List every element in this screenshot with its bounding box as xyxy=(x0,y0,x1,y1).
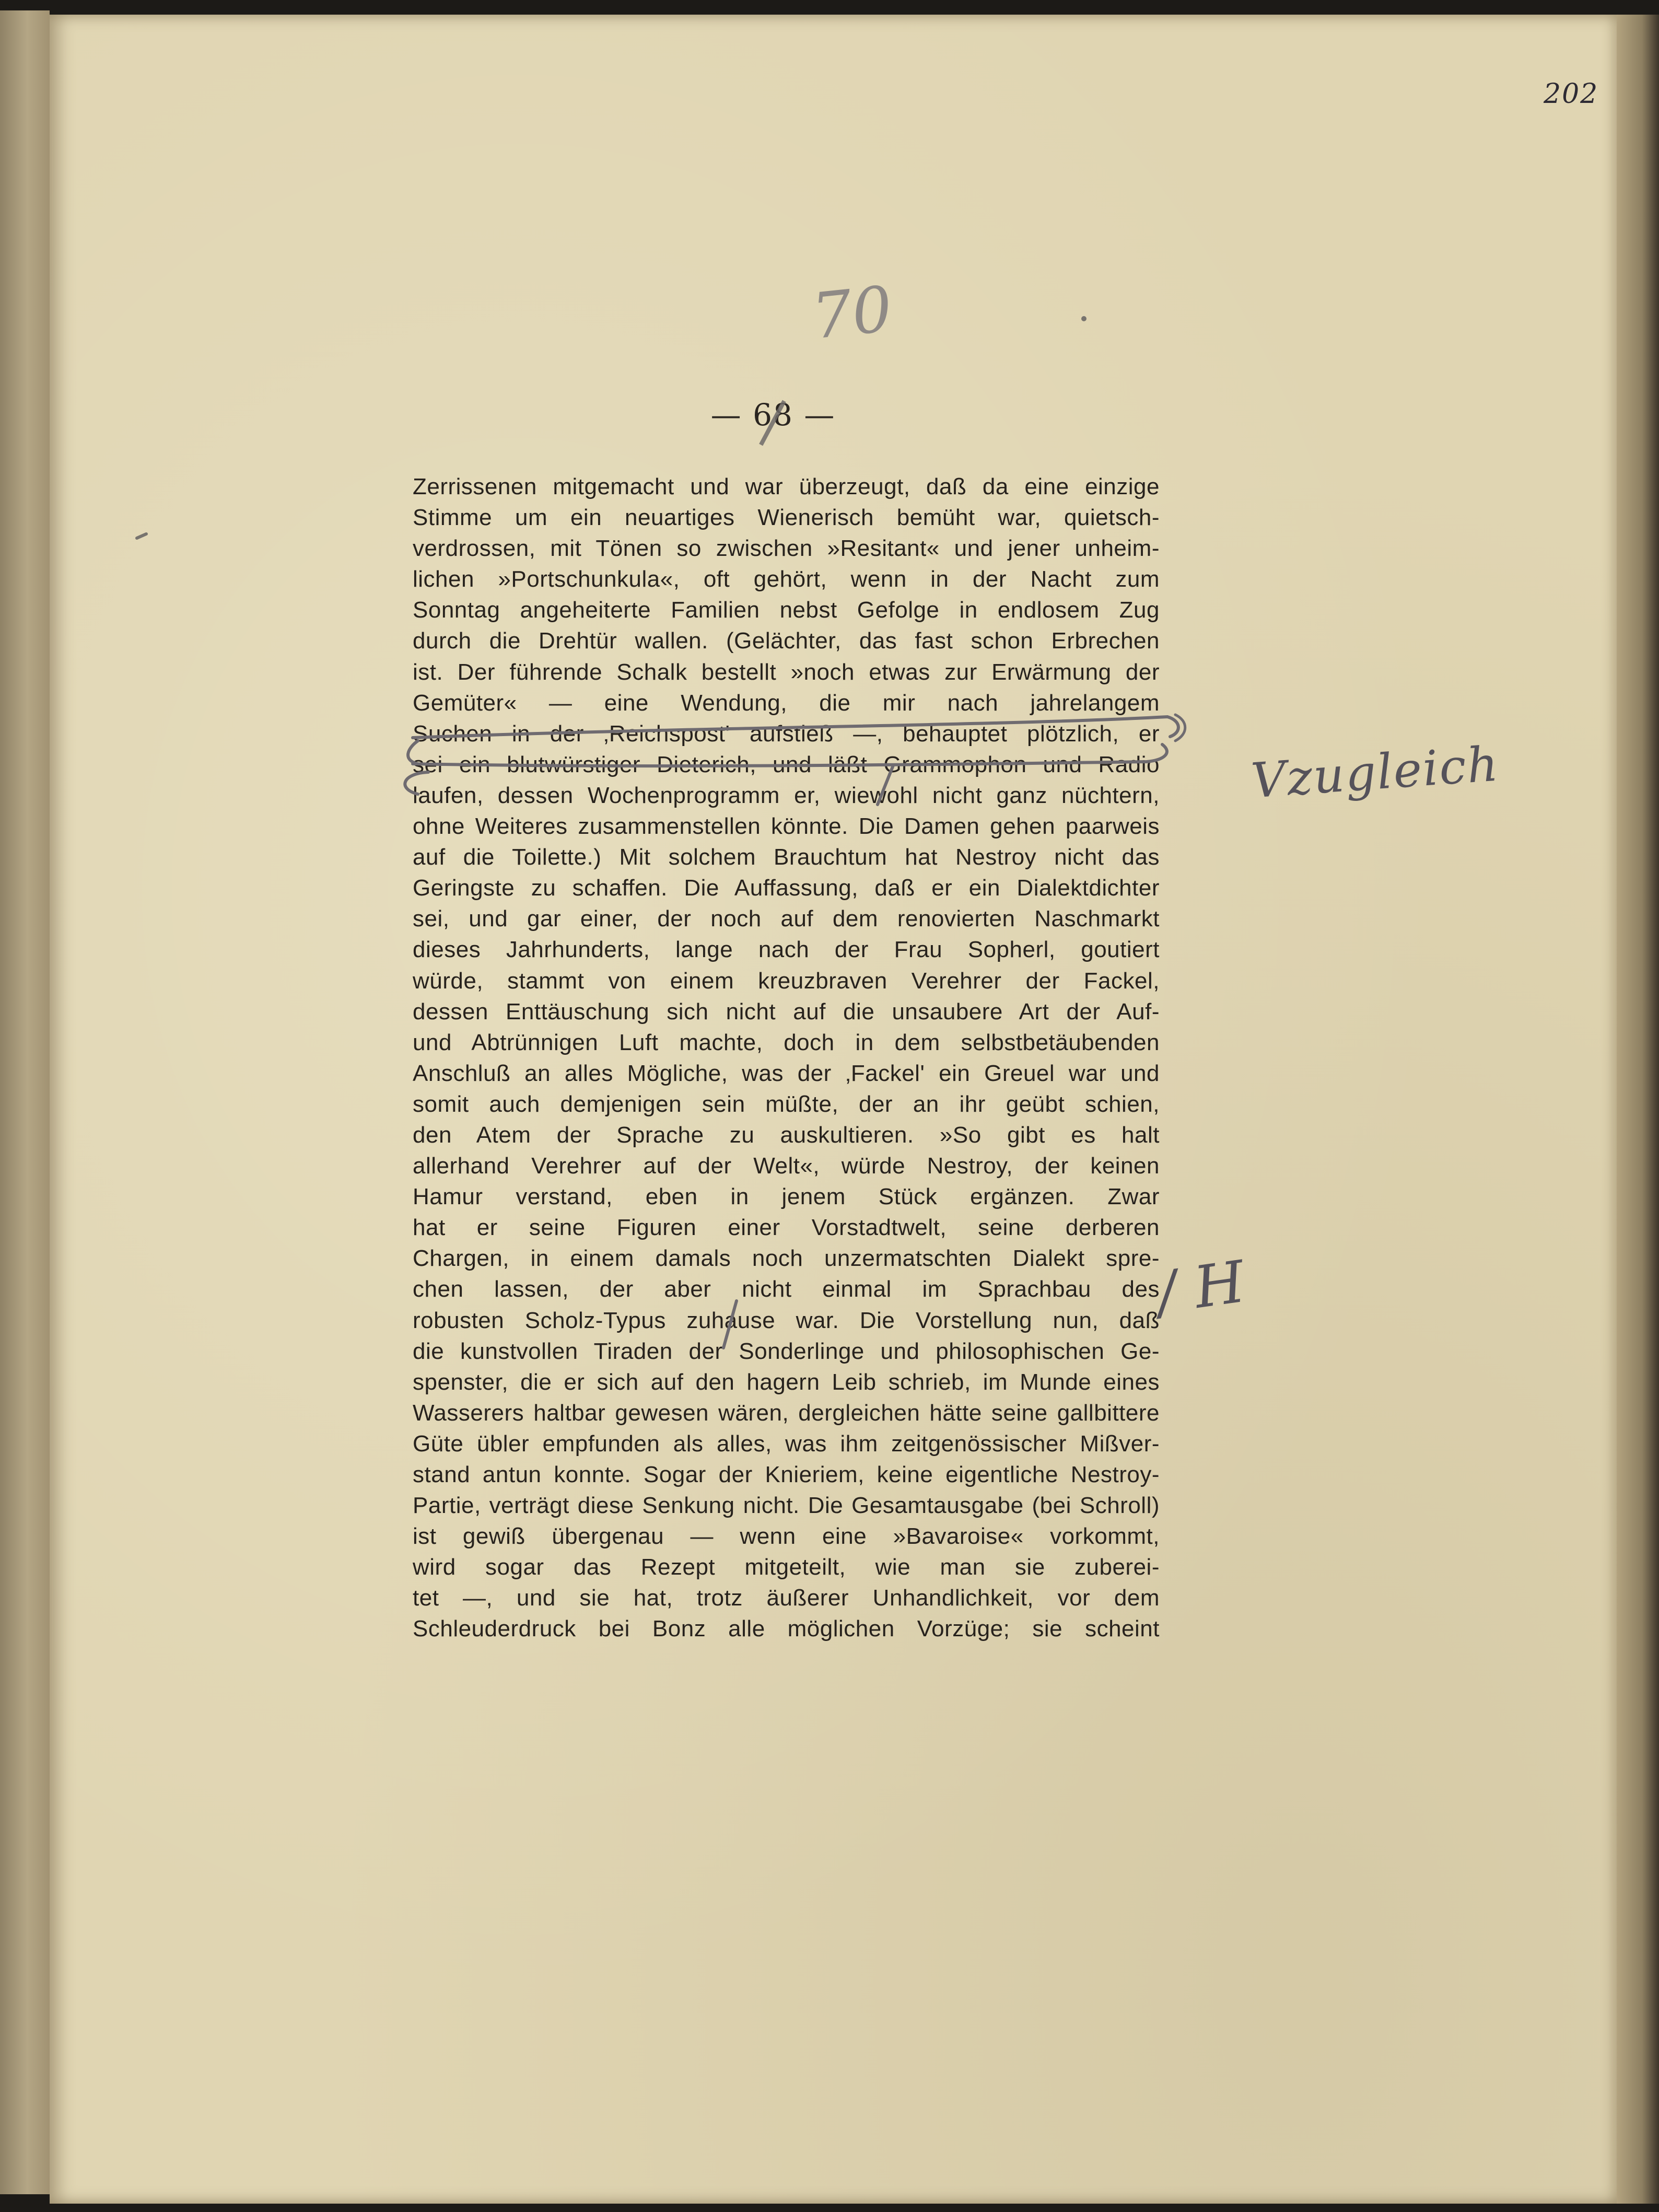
text-line: Chargen, in einem damals noch unzermatschten Dialekt spre- xyxy=(413,1245,1160,1272)
text-line: Sonntag angeheiterte Familien nebst Gefolge in endlosem Zug xyxy=(413,597,1160,623)
page-stack-edge xyxy=(1617,15,1659,2204)
text-line: allerhand Verehrer auf der Welt«, würde Nestroy, der keinen xyxy=(413,1153,1160,1179)
text-line: ist. Der führende Schalk bestellt »noch etwas zur Erwärmung der xyxy=(413,659,1160,685)
text-line: dessen Enttäuschung sich nicht auf die unsaubere Art der Auf- xyxy=(413,998,1160,1024)
text-line: sei ein blutwürstiger Dieterich, und läßt Grammophon und Radio xyxy=(413,751,1160,777)
body-text xyxy=(413,471,1160,1645)
text-line: Zerrissenen mitgemacht und war überzeugt, daß da eine einzige xyxy=(413,474,1160,499)
text-line: und Abtrünnigen Luft machte, doch in dem selbstbetäubenden xyxy=(413,1029,1160,1055)
margin-note-h: / H xyxy=(1152,1248,1249,1327)
book-binding-edge xyxy=(0,10,50,2194)
text-line: spenster, die er sich auf den hagern Leib schrieb, im Munde eines xyxy=(413,1369,1160,1395)
text-line: Schleuderdruck bei Bonz alle möglichen Vorzüge; sie scheint xyxy=(413,1616,1160,1642)
pencil-page-number: 70 xyxy=(809,273,896,354)
text-line: stand antun konnte. Sogar der Knieriem, keine eigentliche Nestroy- xyxy=(413,1462,1160,1487)
text-line: die kunstvollen Tiraden der Sonderlinge und philosophischen Ge- xyxy=(413,1338,1160,1364)
text-line: somit auch demjenigen sein müßte, der an ihr geübt schien, xyxy=(413,1091,1160,1117)
text-line: durch die Drehtür wallen. (Gelächter, das fast schon Erbrechen xyxy=(413,628,1160,654)
text-line: Suchen in der ‚Reichspost' aufstieß —, behauptet plötzlich, er xyxy=(413,720,1160,747)
text-line: robusten Scholz-Typus zuhause war. Die Vorstellung nun, daß xyxy=(413,1307,1160,1333)
text-line: Wasserers haltbar gewesen wären, dergleichen hätte seine gallbittere xyxy=(413,1400,1160,1426)
text-line: Geringste zu schaffen. Die Auffassung, daß er ein Dialektdichter xyxy=(413,875,1160,901)
text-line: Gemüter« — eine Wendung, die mir nach jahrelangem xyxy=(413,690,1160,716)
text-line: Stimme um ein neuartiges Wienerisch bemüht war, quietsch- xyxy=(413,505,1160,531)
text-line: chen lassen, der aber nicht einmal im Sprachbau des xyxy=(413,1276,1160,1302)
text-line: auf die Toilette.) Mit solchem Brauchtum hat Nestroy nicht das xyxy=(413,844,1160,870)
text-line: sei, und gar einer, der noch auf dem renovierten Naschmarkt xyxy=(413,906,1160,932)
text-line: den Atem der Sprache zu auskultieren. »So gibt es halt xyxy=(413,1122,1160,1148)
text-line: Partie, verträgt diese Senkung nicht. Die Gesamtausgabe (bei Schroll) xyxy=(413,1493,1160,1519)
text-line: tet —, und sie hat, trotz äußerer Unhandlichkeit, vor dem xyxy=(413,1585,1160,1611)
archive-folio-number: 202 xyxy=(1544,78,1599,110)
text-line: laufen, dessen Wochenprogramm er, wiewohl nicht ganz nüchtern, xyxy=(413,782,1160,808)
text-line: Anschluß an alles Mögliche, was der ‚Fackel' ein Greuel war und xyxy=(413,1060,1160,1086)
text-line: verdrossen, mit Tönen so zwischen »Resitant« und jener unheim- xyxy=(413,535,1160,562)
printed-page-number: — 68 — xyxy=(710,397,836,433)
text-line: wird sogar das Rezept mitgeteilt, wie man sie zuberei- xyxy=(413,1554,1160,1580)
margin-note-vzugleich: Vzugleich xyxy=(1249,736,1501,809)
text-line: Hamur verstand, eben in jenem Stück ergänzen. Zwar xyxy=(413,1184,1160,1210)
text-line: hat er seine Figuren einer Vorstadtwelt, seine derberen xyxy=(413,1215,1160,1241)
text-line: ohne Weiteres zusammenstellen könnte. Die Damen gehen paarweis xyxy=(413,813,1160,840)
text-line: ist gewiß übergenau — wenn eine »Bavaroise« vorkommt, xyxy=(413,1523,1160,1550)
text-line: dieses Jahrhunderts, lange nach der Frau Sopherl, goutiert xyxy=(413,937,1160,963)
text-line: lichen »Portschunkula«, oft gehört, wenn in der Nacht zum xyxy=(413,566,1160,592)
text-line: würde, stammt von einem kreuzbraven Verehrer der Fackel, xyxy=(413,968,1160,994)
text-line: Güte übler empfunden als alles, was ihm zeitgenössischer Mißver- xyxy=(413,1430,1160,1457)
